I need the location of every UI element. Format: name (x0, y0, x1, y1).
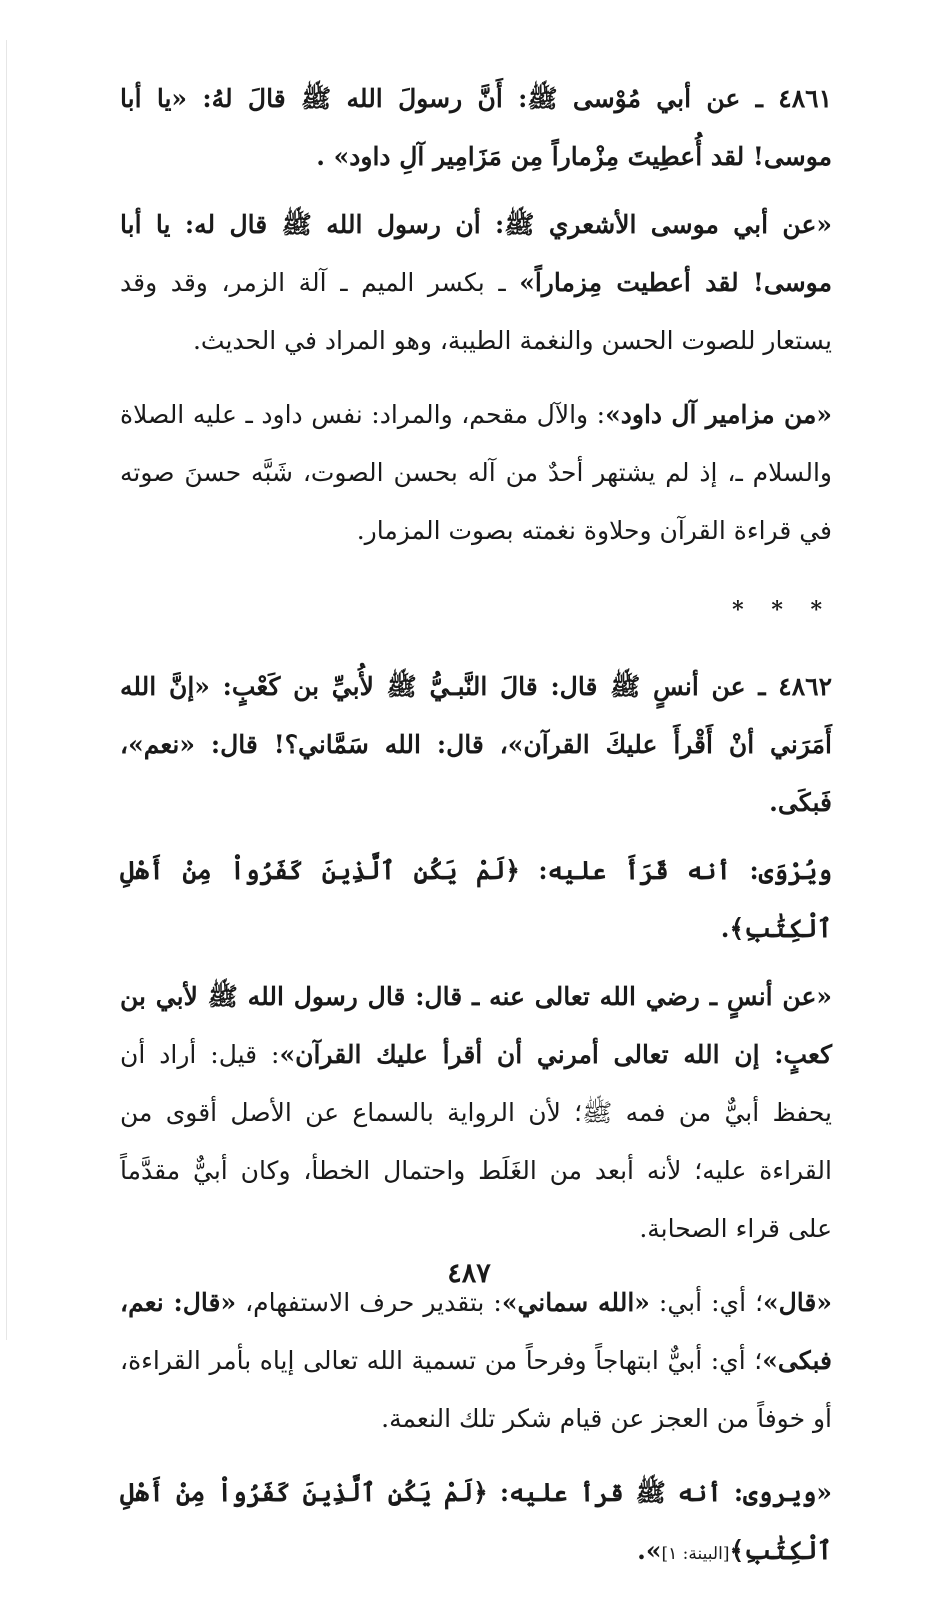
hadith-number: ٤٨٦١ ـ (755, 84, 832, 113)
closing-mark: ». (637, 1536, 662, 1565)
commentary-text: : بتقدير حرف الاستفهام، (236, 1288, 502, 1317)
page-edge-mark (6, 40, 7, 1340)
commentary-text: ؛ أي: أبي: (649, 1288, 764, 1317)
hadith-text: عن أنسٍ ﷺ قال: قالَ النَّبـيُّ ﷺ لأُبيِّ بن كَعْبٍ: «إنَّ الله أَمَرَني أنْ أَقْرأَ عليكَ القرآن»، قال: الله سَمَّاني؟! قال: «نعم»، فَبكَى. (120, 672, 832, 817)
hadith-variant-narration (120, 842, 832, 958)
quoted-lead: «عن أنسٍ ـ رضي الله تعالى عنه ـ قال: قال رسول الله ﷺ لأبي بن كعبٍ: إن الله تعالى أمرني أن أقرأ عليك القرآن» (120, 982, 832, 1069)
quoted-lead: «عن أبي موسى الأشعري ﷺ: أن رسول الله ﷺ قال له: يا أبا موسى! لقد أعطيت مِزماراً» (120, 210, 832, 297)
hadith-4862 (120, 658, 832, 832)
commentary-text: ـ بكسر الميم ـ آلة الزمر، وقد وقد يستعار للصوت الحسن والنغمة الطيبة، وهو المراد في الحديث. (120, 268, 832, 355)
hadith-number: ٤٨٦٢ ـ (758, 672, 832, 701)
quoted-lead: «من مزامير آل داود» (605, 400, 832, 429)
hadith-text: عن أبي مُوْسى ﷺ: أَنَّ رسولَ الله ﷺ قالَ لهُ: «يا أبا موسى! لقد أُعطِيتَ مِزْماراً مِن مَزَامِير آلِ داود» . (120, 84, 832, 171)
commentary-paragraph (120, 1464, 832, 1583)
commentary-paragraph (120, 386, 832, 560)
commentary-text: ؛ أي: أبيٌّ ابتهاجاً وفرحاً من تسمية الله تعالى إياه بأمر القراءة، أو خوفاً من العجز عن قيام شكر تلك النعمة. (120, 1346, 832, 1433)
quran-citation: [البينة: ١] (661, 1544, 730, 1564)
hadith-4861 (120, 70, 832, 186)
section-divider: * * * (732, 597, 832, 623)
commentary-paragraph (120, 196, 832, 370)
quoted-lead: «قال» (763, 1288, 832, 1317)
variant-text: ويُرْوَى: أنه قَرَأَ عليه: ﴿لَمْ يَكُنِ ٱلَّذِينَ كَفَرُواْ مِنْ أَهْلِ ٱلْكِتَٰبِ﴾. (120, 856, 832, 943)
page-number: ٤٨٧ (447, 1258, 491, 1289)
commentary-paragraph (120, 968, 832, 1258)
page-body (120, 70, 832, 1599)
quoted-lead: «الله سماني» (501, 1288, 650, 1317)
commentary-text: : قيل: أراد أن يحفظ أبيٌّ من فمه ﷺ؛ لأن الرواية بالسماع عن الأصل أقوى من القراءة عليه؛ لأنه أبعد من الغَلَط واحتمال الخطأ، وكان أبيٌّ مقدَّماً على قراء الصحابة. (120, 1040, 832, 1243)
quoted-lead: «ويروى: أنه ﷺ قرأ عليه: ﴿لَمْ يَكُنِ ٱلَّذِينَ كَفَرُواْ مِنْ أَهْلِ ٱلْكِتَٰبِ﴾ (120, 1478, 832, 1565)
commentary-paragraph (120, 1274, 832, 1448)
commentary-text: : والآل مقحم، والمراد: نفس داود ـ عليه الصلاة والسلام ـ، إذ لم يشتهر أحدٌ من آله بحسن الصوت، شَبَّه حسنَ صوته في قراءة القرآن وحلاوة نغمته بصوت المزمار. (120, 400, 832, 545)
quoted-lead: «قال: نعم، فبكى» (120, 1288, 832, 1375)
